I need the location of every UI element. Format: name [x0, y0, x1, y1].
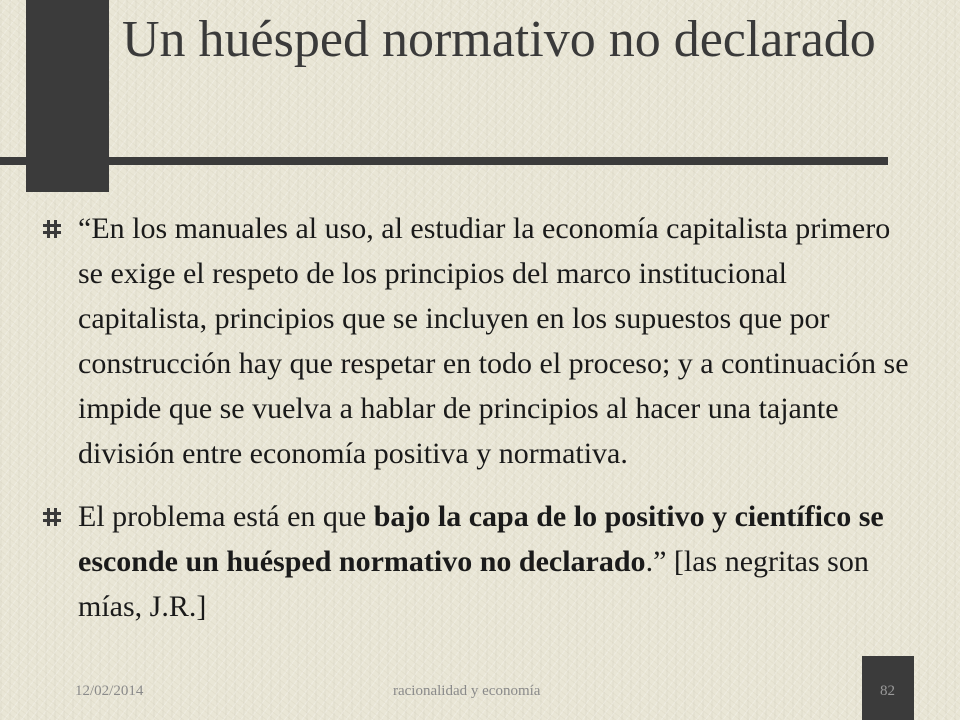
bullet-2-text-lead: El problema está en que: [78, 500, 374, 533]
decorative-horizontal-bar: [0, 157, 888, 165]
bullet-item-1: [42, 206, 922, 476]
bullet-item-2: [42, 494, 922, 629]
footer-date: 12/02/2014: [75, 683, 144, 699]
hash-bullet-icon: [42, 219, 62, 239]
slide-content: [42, 206, 922, 647]
bullet-1-text: “En los manuales al uso, al estudiar la economía capitalista primero se exige el respeto de los principios del marco institucional capitalista, principios que se incluyen en los supuestos que por construcción hay que respetar en todo el proceso; y a continuación se impide que se vuelva a hablar de principios al hacer una tajante división entre economía positiva y normativa.: [78, 212, 909, 470]
slide-title: Un huésped normativo no declarado: [122, 11, 876, 68]
hash-bullet-icon: [42, 507, 62, 527]
page-number: 82: [880, 683, 895, 699]
footer-title: racionalidad y economía: [393, 683, 541, 699]
bullet-2-text-bold: bajo la capa de lo positivo y científico se esconde un huésped normativo no declarado: [78, 500, 884, 578]
bullet-2-text-tail: .” [las negritas son mías, J.R.]: [78, 545, 869, 623]
